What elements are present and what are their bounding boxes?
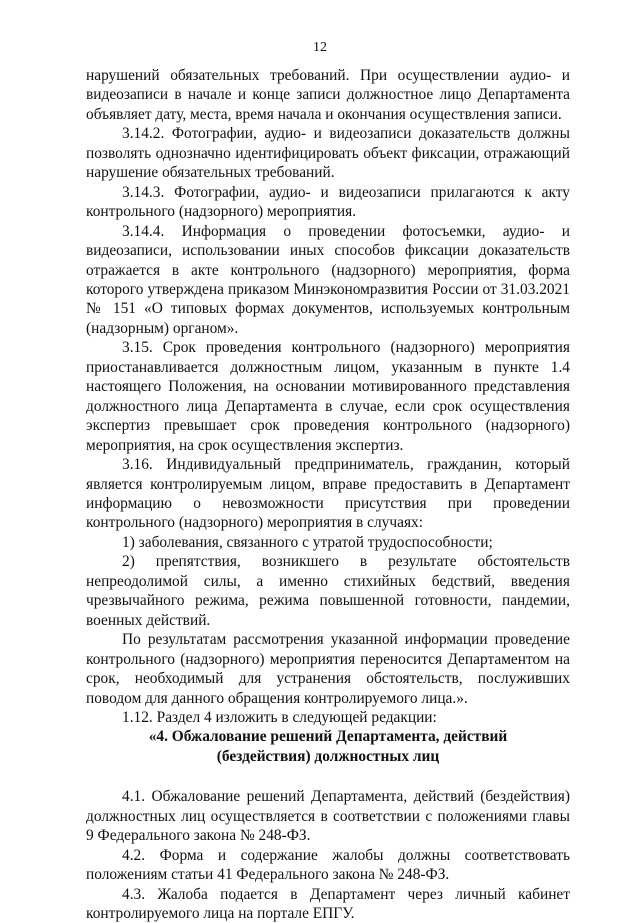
paragraph-continuation: нарушений обязательных требований. При осуществлении аудио- и видеозаписи в начале и конце записи должностное лицо Департамента объявляет дату, места, время начала и окончания осуществления записи. [86, 67, 570, 123]
list-item-2: 2) препятствия, возникшего в результате обстоятельств непреодолимой силы, а именно стихийных бедствий, введения чрезвычайного режима, режима повышенной готовности, пандемии, военных действий. [86, 553, 570, 629]
paragraph-3-14-4: 3.14.4. Информация о проведении фотосъемки, аудио- и видеозаписи, использовании иных способов фиксации доказательств отражается в акте контрольного (надзорного) мероприятия, форма которого утверждена приказом Минэкономразвития России от 31.03.2021 № 151 «О типовых формах документов, используемых контрольным (надзорным) органом». [86, 222, 570, 337]
paragraph-3-16: 3.16. Индивидуальный предприниматель, гражданин, который является контролируемым лицом, вправе предоставить в Департамент информацию о невозможности присутствия при проведении контрольного (надзорного) мероприятия в случаях: [86, 456, 570, 532]
paragraph-3-15: 3.15. Срок проведения контрольного (надзорного) мероприятия приостанавливается должностным лицом, указанным в пункте 1.4 настоящего Положения, на основании мотивированного представления должностного лица Департамента в случае, если срок осуществления экспертиз превышает срок проведения контрольного (надзорного) мероприятия, на срок осуществления экспертиз. [86, 339, 570, 454]
paragraph-3-14-3: 3.14.3. Фотографии, аудио- и видеозаписи прилагаются к акту контрольного (надзорного) мероприятия. [86, 183, 570, 221]
paragraph-4-2: 4.2. Форма и содержание жалобы должны соответствовать положениям статьи 41 Федерального закона № 248-ФЗ. [86, 846, 570, 884]
section-heading-line-2: (бездействия) должностных лиц [216, 747, 440, 765]
paragraph-4-1: 4.1. Обжалование решений Департамента, действий (бездействия) должностных лиц осуществляется в соответствии с положениями главы 9 Федерального закона № 248-ФЗ. [86, 788, 570, 845]
paragraph-3-14-2: 3.14.2. Фотографии, аудио- и видеозаписи доказательств должны позволять однозначно идентифицировать объект фиксации, отражающий нарушение обязательных требований. [86, 125, 570, 182]
page-number: 12 [313, 40, 327, 55]
document-body [86, 66, 570, 923]
paragraph-1-12: 1.12. Раздел 4 изложить в следующей редакции: [122, 708, 437, 726]
paragraph-4-3: 4.3. Жалоба подается в Департамент через личный кабинет контролируемого лица на портале ЕПГУ. [86, 885, 570, 923]
paragraph-results: По результатам рассмотрения указанной информации проведение контрольного (надзорного) мероприятия переносится Департаментом на срок, необходимый для устранения обстоятельств, послуживших поводом для данного обращения контролируемого лица.». [86, 631, 570, 707]
list-item-1: 1) заболевания, связанного с утратой трудоспособности; [122, 533, 493, 551]
spacer [86, 766, 570, 787]
section-heading-line-1: «4. Обжалование решений Департамента, действий [148, 728, 508, 746]
